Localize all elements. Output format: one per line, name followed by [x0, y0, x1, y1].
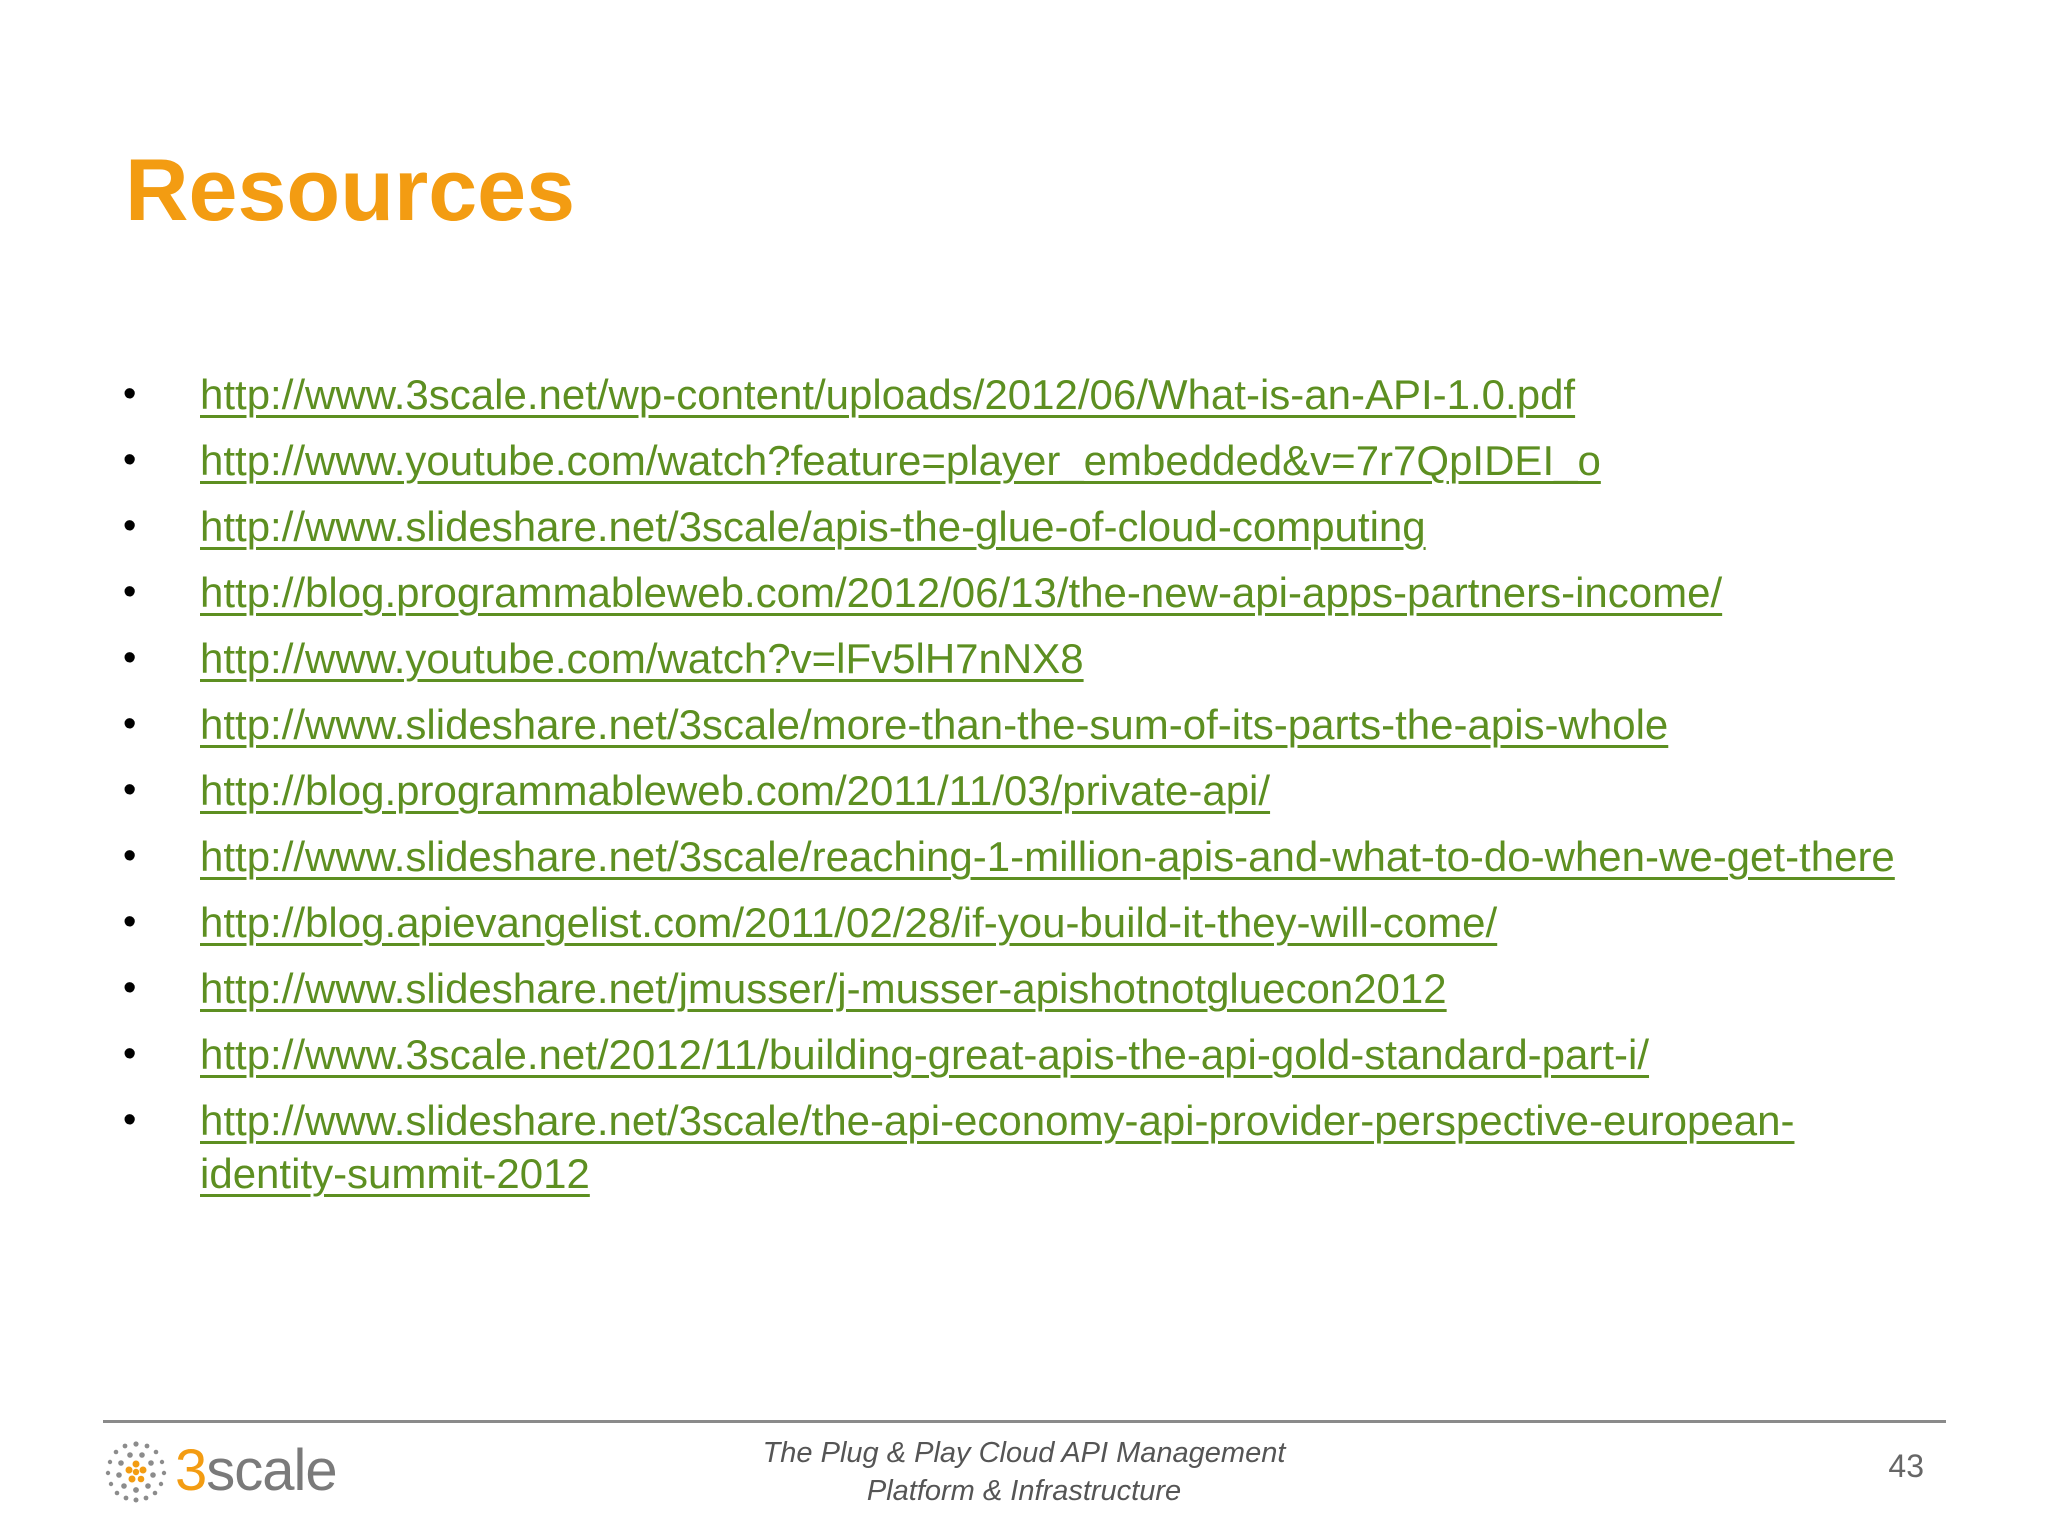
list-item [118, 1094, 1918, 1200]
list-item [118, 566, 1918, 619]
bullet-icon: • [123, 703, 137, 745]
bullet-icon: • [123, 1099, 137, 1141]
slide-title: Resources [125, 140, 576, 239]
resource-link[interactable]: http://www.youtube.com/watch?feature=player_embedded&v=7r7QpIDEI_o [200, 437, 1601, 484]
list-item [118, 1028, 1918, 1081]
bullet-icon: • [123, 571, 137, 613]
list-item [118, 368, 1918, 421]
resource-link[interactable]: http://www.youtube.com/watch?v=lFv5lH7nNX8 [200, 635, 1084, 682]
logo-wordmark: 3scale [175, 1438, 337, 1503]
tagline-line-1: The Plug & Play Cloud API Management [762, 1437, 1286, 1469]
footer-divider [103, 1420, 1946, 1423]
list-item [118, 434, 1918, 487]
bullet-icon: • [123, 373, 137, 415]
bullet-icon: • [123, 439, 137, 481]
tagline-line-2: Platform & Infrastructure [866, 1475, 1182, 1507]
company-logo [103, 1438, 337, 1504]
list-item [118, 962, 1918, 1015]
list-item [118, 830, 1918, 883]
bullet-icon: • [123, 1033, 137, 1075]
list-item [118, 632, 1918, 685]
bullet-icon: • [123, 769, 137, 811]
list-item [118, 764, 1918, 817]
resource-link[interactable]: http://www.3scale.net/2012/11/building-great-apis-the-api-gold-standard-part-i/ [200, 1031, 1650, 1078]
resource-link[interactable]: http://blog.apievangelist.com/2011/02/28/if-you-build-it-they-will-come/ [200, 899, 1498, 946]
resource-link[interactable]: http://www.slideshare.net/3scale/reaching-1-million-apis-and-what-to-do-when-we-get-there [200, 833, 1895, 880]
list-item [118, 500, 1918, 553]
logo-sphere-icon [103, 1438, 169, 1504]
bullet-icon: • [123, 505, 137, 547]
resource-link[interactable]: http://www.3scale.net/wp-content/uploads/2012/06/What-is-an-API-1.0.pdf [200, 371, 1576, 418]
list-item [118, 896, 1918, 949]
resource-link-list [118, 368, 1918, 1213]
bullet-icon: • [123, 901, 137, 943]
resource-link[interactable]: http://blog.programmableweb.com/2011/11/03/private-api/ [200, 767, 1271, 814]
list-item [118, 698, 1918, 751]
resource-link[interactable]: http://www.slideshare.net/jmusser/j-musser-apishotnotgluecon2012 [200, 965, 1447, 1012]
resource-link[interactable]: http://www.slideshare.net/3scale/apis-the-glue-of-cloud-computing [200, 503, 1426, 550]
bullet-icon: • [123, 967, 137, 1009]
footer-tagline [624, 1434, 1424, 1510]
resource-link[interactable]: http://www.slideshare.net/3scale/more-than-the-sum-of-its-parts-the-apis-whole [200, 701, 1669, 748]
bullet-icon: • [123, 835, 137, 877]
resource-link[interactable]: http://www.slideshare.net/3scale/the-api-economy-api-provider-perspective-european-identity-summit-2012 [200, 1097, 1795, 1197]
bullet-icon: • [123, 637, 137, 679]
resource-link[interactable]: http://blog.programmableweb.com/2012/06/13/the-new-api-apps-partners-income/ [200, 569, 1723, 616]
page-number: 43 [1888, 1448, 1924, 1484]
